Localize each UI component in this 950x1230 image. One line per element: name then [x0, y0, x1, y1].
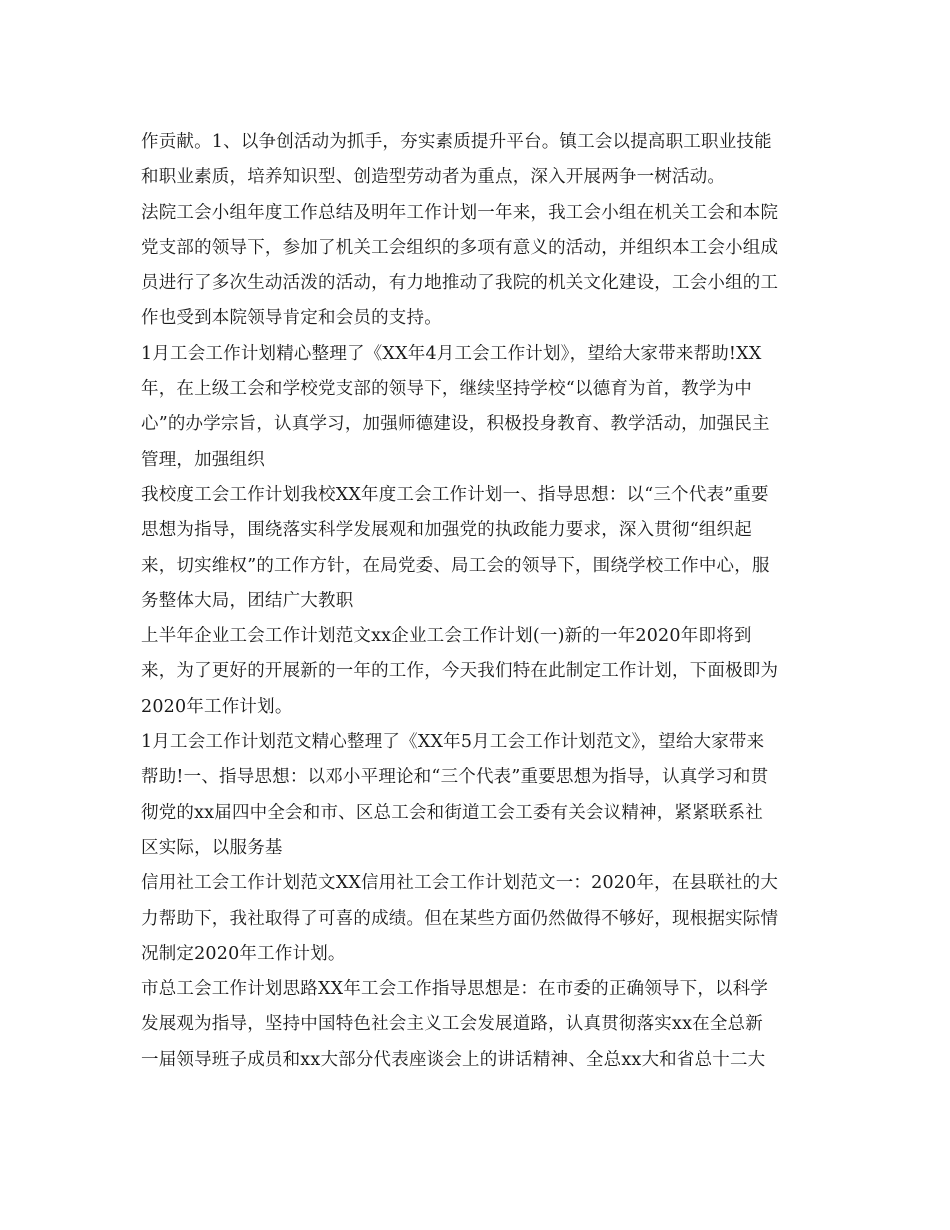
- text-line: 和职业素质，培养知识型、创造型劳动者为重点，深入开展两争一树活动。: [141, 167, 726, 188]
- paragraph: [141, 478, 809, 619]
- text-line: 法院工会小组年度工作总结及明年工作计划一年来，我工会小组在机关工会和本院: [141, 202, 779, 223]
- text-line: 力帮助下，我社取得了可喜的成绩。但在某些方面仍然做得不够好，现根据实际情: [141, 908, 779, 929]
- text-line: 2020年工作计划。: [141, 696, 293, 717]
- text-line: 党支部的领导下，参加了机关工会组织的多项有意义的活动，并组织本工会小组成: [141, 237, 779, 258]
- paragraph: [141, 972, 809, 1078]
- text-line: 帮助!一、指导思想：以邓小平理论和“三个代表”重要思想为指导，认真学习和贯: [141, 767, 769, 788]
- text-line: 来，切实维权”的工作方针，在局党委、局工会的领导下，围绕学校工作中心，服: [141, 555, 770, 576]
- paragraph: [141, 725, 809, 866]
- text-line: 市总工会工作计划思路XX年工会工作指导思想是：在市委的正确领导下，以科学: [141, 979, 769, 1000]
- paragraph: [141, 619, 809, 725]
- text-line: 思想为指导，围绕落实科学发展观和加强党的执政能力要求，深入贯彻“组织起: [141, 520, 752, 541]
- document-body: [141, 125, 809, 1078]
- text-line: 务整体大局，团结广大教职: [141, 590, 354, 611]
- text-line: 况制定2020年工作计划。: [141, 943, 346, 964]
- text-line: 彻党的xx届四中全会和市、区总工会和街道工会工委有关会议精神，紧紧联系社: [141, 802, 763, 823]
- text-line: 管理，加强组织: [141, 449, 265, 470]
- text-line: 一届领导班子成员和xx大部分代表座谈会上的讲话精神、全总xx大和省总十二大: [141, 1049, 766, 1070]
- text-line: 年，在上级工会和学校党支部的领导下，继续坚持学校“以德育为首，教学为中: [141, 379, 752, 400]
- paragraph: [141, 337, 809, 478]
- text-line: 员进行了多次生动活泼的活动，有力地推动了我院的机关文化建设，工会小组的工: [141, 273, 779, 294]
- text-line: 信用社工会工作计划范文XX信用社工会工作计划范文一：2020年，在县联社的大: [141, 873, 779, 894]
- text-line: 来，为了更好的开展新的一年的工作，今天我们特在此制定工作计划，下面极即为: [141, 661, 779, 682]
- text-line: 心”的办学宗旨，认真学习，加强师德建设，积极投身教育、教学活动，加强民主: [141, 414, 770, 435]
- paragraph: [141, 125, 809, 196]
- text-line: 1月工会工作计划范文精心整理了《XX年5月工会工作计划范文》，望给大家带来: [141, 732, 765, 753]
- paragraph: [141, 196, 809, 337]
- paragraph: [141, 866, 809, 972]
- text-line: 我校度工会工作计划我校XX年度工会工作计划一、指导思想：以“三个代表”重要: [141, 484, 769, 505]
- text-line: 发展观为指导，坚持中国特色社会主义工会发展道路，认真贯彻落实xx在全总新: [141, 1014, 763, 1035]
- text-line: 1月工会工作计划精心整理了《XX年4月工会工作计划》，望给大家带来帮助!XX: [141, 343, 762, 364]
- text-line: 区实际，以服务基: [141, 837, 283, 858]
- text-line: 上半年企业工会工作计划范文xx企业工会工作计划(一)新的一年2020年即将到: [141, 626, 752, 647]
- text-line: 作也受到本院领导肯定和会员的支持。: [141, 308, 442, 329]
- text-line: 作贡献。1、以争创活动为抓手，夯实素质提升平台。镇工会以提高职工职业技能: [141, 132, 772, 152]
